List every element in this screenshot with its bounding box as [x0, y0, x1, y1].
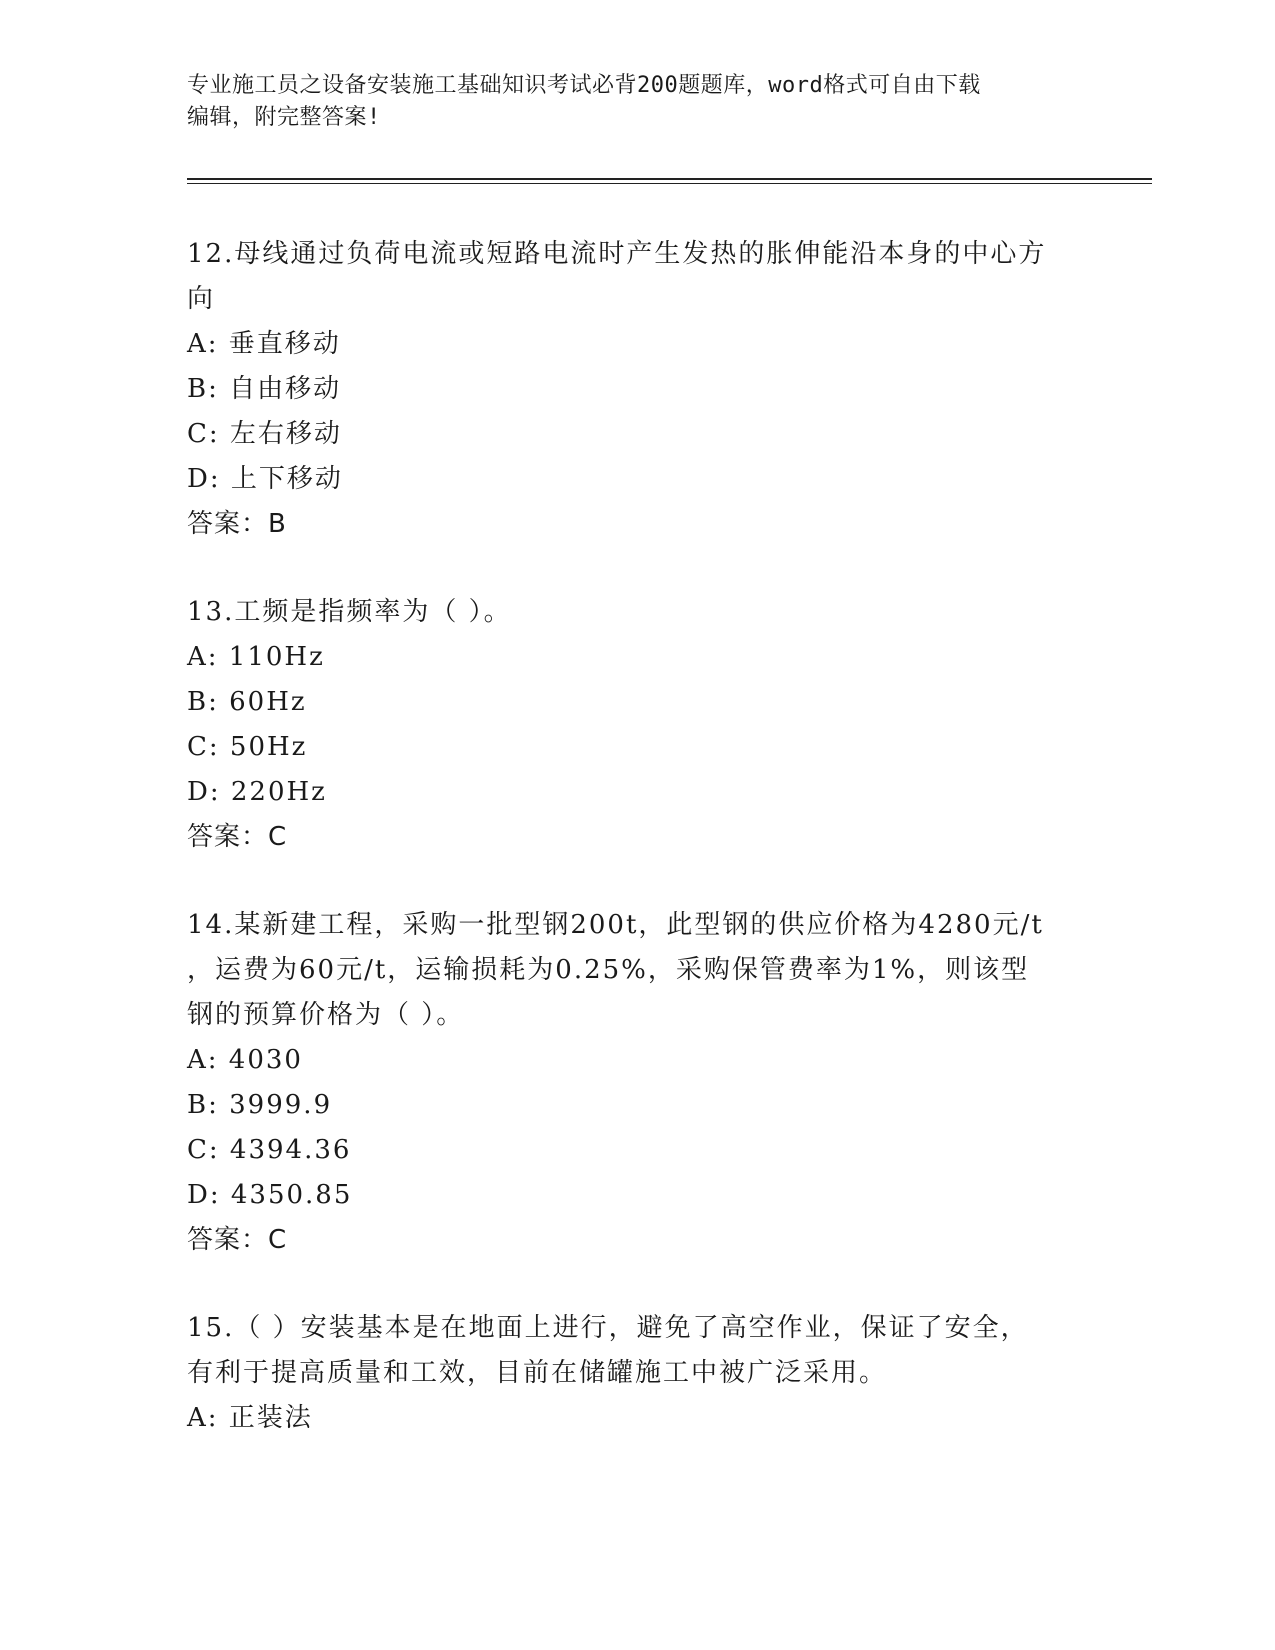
option-b: B: 3999.9: [187, 1090, 333, 1120]
option-d: D: 上下移动: [187, 464, 343, 494]
question-list: [187, 232, 1087, 1484]
question-stem: 13.工频是指频率为（ ）。: [187, 597, 512, 627]
document-header: [187, 70, 1087, 134]
option-a: A: 垂直移动: [187, 329, 341, 359]
question-stem: ，运费为60元/t，运输损耗为0.25%，采购保管费率为1%，则该型: [187, 955, 1030, 985]
option-d: D: 4350.85: [187, 1180, 353, 1210]
option-c: C: 左右移动: [187, 419, 342, 449]
option-c: C: 4394.36: [187, 1135, 352, 1165]
header-title-line-1: 专业施工员之设备安装施工基础知识考试必背200题题库，word格式可自由下载: [187, 73, 981, 98]
option-a: A: 110Hz: [187, 642, 325, 672]
question-stem: 向: [187, 284, 216, 314]
option-c: C: 50Hz: [187, 732, 308, 762]
question-14: [187, 903, 1087, 1263]
question-stem: 有利于提高质量和工效，目前在储罐施工中被广泛采用。: [187, 1358, 888, 1388]
question-stem: 15.（ ）安装基本是在地面上进行，避免了高空作业，保证了安全，: [187, 1313, 1029, 1343]
question-13: [187, 590, 1087, 860]
header-title-line-2: 编辑，附完整答案!: [187, 105, 381, 130]
question-12: [187, 232, 1087, 547]
option-d: D: 220Hz: [187, 777, 327, 807]
option-a: A: 正装法: [187, 1403, 313, 1433]
header-divider-thin: [187, 183, 1152, 184]
question-stem: 12.母线通过负荷电流或短路电流时产生发热的胀伸能沿本身的中心方: [187, 239, 1047, 269]
option-b: B: 60Hz: [187, 687, 307, 717]
answer-label: 答案：C: [187, 1225, 288, 1255]
option-b: B: 自由移动: [187, 374, 342, 404]
header-divider-thick: [187, 178, 1152, 180]
question-15: [187, 1306, 1087, 1441]
question-stem: 14.某新建工程，采购一批型钢200t，此型钢的供应价格为4280元/t: [187, 910, 1044, 940]
answer-label: 答案：B: [187, 509, 287, 539]
question-stem: 钢的预算价格为（ ）。: [187, 1000, 465, 1030]
option-a: A: 4030: [187, 1045, 303, 1075]
answer-label: 答案：C: [187, 822, 288, 852]
